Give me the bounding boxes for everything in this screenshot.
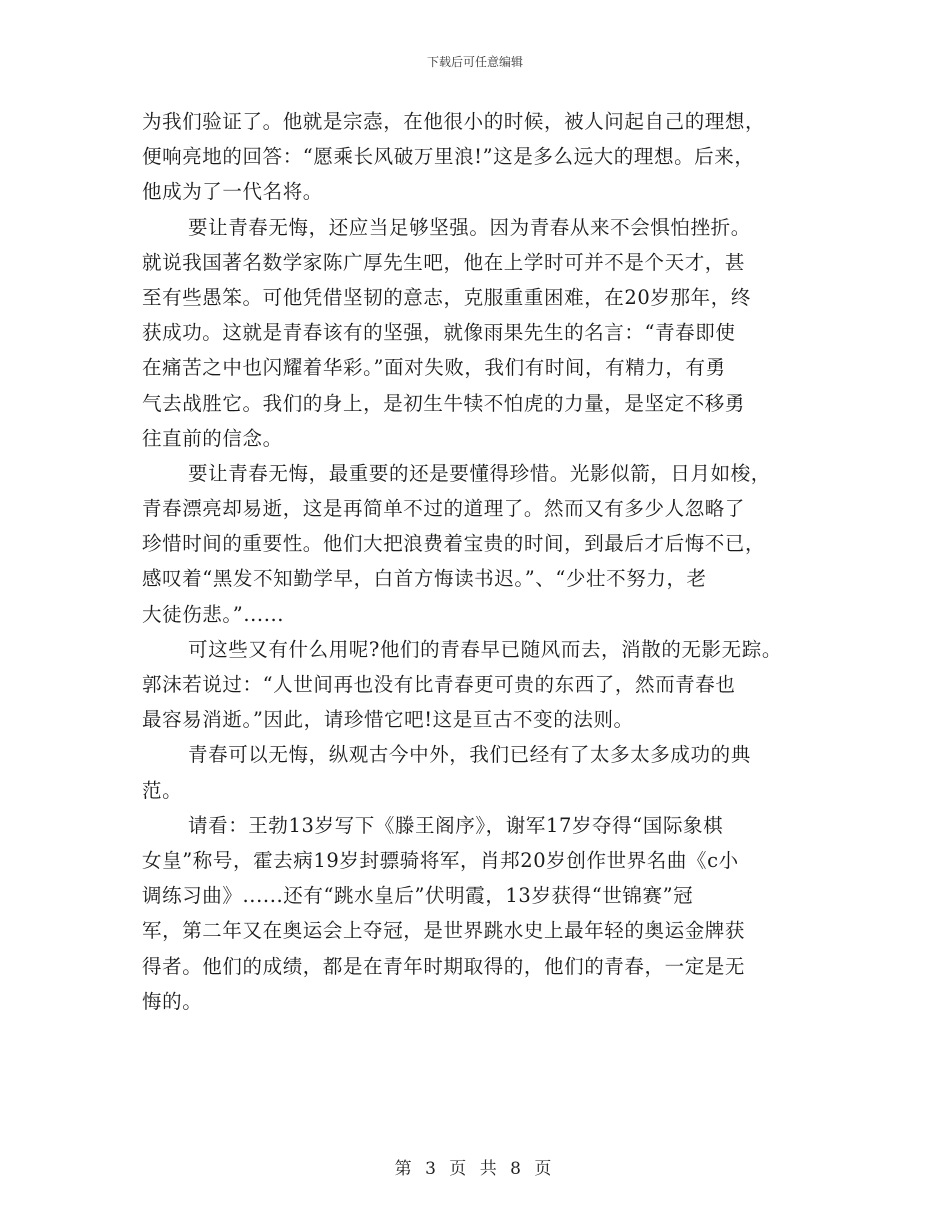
text-line: 至有些愚笨。可他凭借坚韧的意志，克服重重困难，在20岁那年，终	[142, 285, 751, 309]
text-line: 为我们验证了。他就是宗悫，在他很小的时候，被人问起自己的理想，	[142, 110, 766, 133]
text-line: 青春可以无悔，纵观古今中外，我们已经有了太多太多成功的典	[188, 743, 751, 767]
text-line: 郭沫若说过：“人世间再也没有比青春更可贵的东西了，然而青春也	[142, 673, 736, 696]
text-line: 最容易消逝。”因此，请珍惜它吧!这是亘古不变的法则。	[142, 708, 634, 732]
text-line: 调练习曲》......还有“跳水皇后”伏明霞，13岁获得“世锦赛”冠	[142, 884, 694, 908]
text-line: 军，第二年又在奥运会上夺冠，是世界跳水史上最年轻的奥运金牌获	[142, 919, 746, 943]
text-line: 要让青春无悔，还应当足够坚强。因为青春从来不会惧怕挫折。	[188, 215, 751, 239]
page-footer: 第 3 页 共 8 页	[394, 1159, 556, 1179]
document-body	[142, 104, 832, 1019]
text-line: 珍惜时间的重要性。他们大把浪费着宝贵的时间，到最后才后悔不已，	[142, 532, 766, 556]
text-line: 悔的。	[142, 989, 203, 1013]
text-line: 得者。他们的成绩，都是在青年时期取得的，他们的青春，一定是无	[142, 954, 746, 978]
text-line: 感叹着“黑发不知勤学早，白首方悔读书迟。”、“少壮不努力，老	[142, 567, 707, 591]
text-line: 往直前的信念。	[142, 426, 283, 450]
text-line: 青春漂亮却易逝，这是再简单不过的道理了。然而又有多少人忽略了	[142, 497, 746, 521]
text-line: 请看：王勃13岁写下《滕王阁序》，谢军17岁夺得“国际象棋	[188, 813, 724, 837]
text-line: 要让青春无悔，最重要的还是要懂得珍惜。光影似箭，日月如梭，	[188, 461, 771, 485]
text-line: 女皇”称号，霍去病19岁封骠骑将军，肖邦20岁创作世界名曲《c小	[142, 848, 739, 872]
text-line: 便响亮地的回答：“愿乘长风破万里浪!”这是多么远大的理想。后来，	[142, 145, 755, 169]
text-line: 获成功。这就是青春该有的坚强，就像雨果先生的名言：“青春即使	[142, 321, 736, 345]
text-line: 气去战胜它。我们的身上，是初生牛犊不怕虎的力量，是坚定不移勇	[142, 391, 746, 415]
text-line: 在痛苦之中也闪耀着华彩。”面对失败，我们有时间，有精力，有勇	[142, 356, 726, 380]
text-line: 就说我国著名数学家陈广厚先生吧，他在上学时可并不是个天才，甚	[142, 250, 746, 274]
text-line: 范。	[142, 778, 183, 802]
page-header: 下载后可任意编辑	[426, 55, 523, 69]
text-line: 他成为了一代名将。	[142, 180, 323, 204]
text-line: 可这些又有什么用呢?他们的青春早已随风而去，消散的无影无踪。	[188, 637, 782, 661]
text-line: 大徒伤悲。”......	[142, 602, 285, 626]
